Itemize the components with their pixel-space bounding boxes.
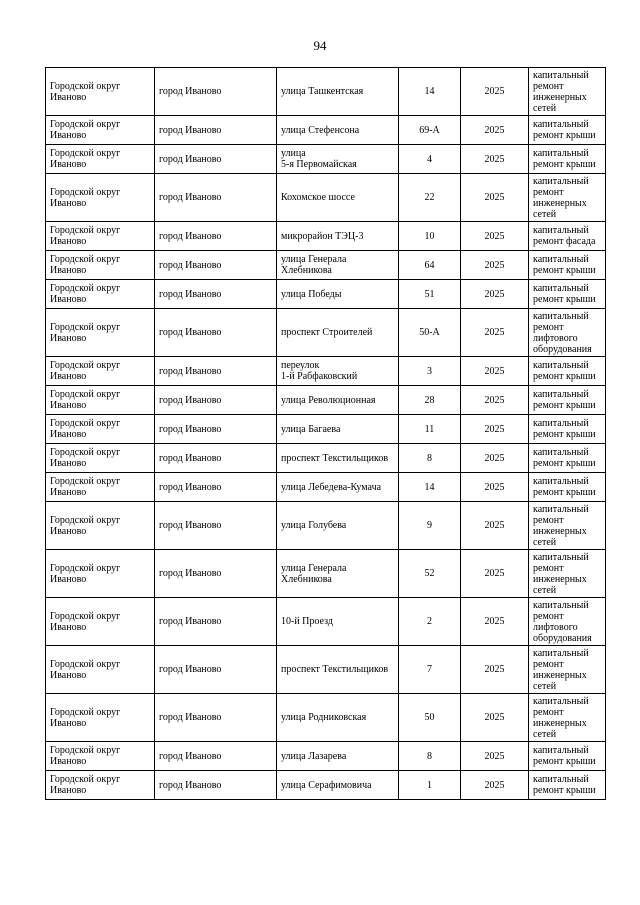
cell-municipality: Городской округ Иваново bbox=[46, 502, 155, 550]
cell-municipality: Городской округ Иваново bbox=[46, 145, 155, 174]
cell-house-number: 28 bbox=[399, 386, 461, 415]
table-row bbox=[46, 309, 606, 357]
cell-municipality: Городской округ Иваново bbox=[46, 550, 155, 598]
cell-year: 2025 bbox=[461, 116, 529, 145]
cell-settlement: город Иваново bbox=[155, 502, 277, 550]
cell-house-number: 22 bbox=[399, 174, 461, 222]
cell-municipality: Городской округ Иваново bbox=[46, 386, 155, 415]
cell-settlement: город Иваново bbox=[155, 473, 277, 502]
cell-municipality: Городской округ Иваново bbox=[46, 694, 155, 742]
cell-year: 2025 bbox=[461, 444, 529, 473]
table-row bbox=[46, 415, 606, 444]
cell-year: 2025 bbox=[461, 694, 529, 742]
cell-house-number: 8 bbox=[399, 444, 461, 473]
table-row bbox=[46, 646, 606, 694]
cell-street: переулок 1-й Рабфаковский bbox=[277, 357, 399, 386]
cell-municipality: Городской округ Иваново bbox=[46, 174, 155, 222]
cell-work-type: капитальный ремонт крыши bbox=[529, 473, 606, 502]
cell-house-number: 9 bbox=[399, 502, 461, 550]
cell-municipality: Городской округ Иваново bbox=[46, 473, 155, 502]
cell-settlement: город Иваново bbox=[155, 771, 277, 800]
cell-settlement: город Иваново bbox=[155, 222, 277, 251]
cell-year: 2025 bbox=[461, 68, 529, 116]
cell-work-type: капитальный ремонт инженерных сетей bbox=[529, 646, 606, 694]
repair-schedule-table bbox=[45, 67, 606, 800]
cell-work-type: капитальный ремонт лифтового оборудования bbox=[529, 309, 606, 357]
table-row bbox=[46, 280, 606, 309]
cell-municipality: Городской округ Иваново bbox=[46, 771, 155, 800]
table-row bbox=[46, 598, 606, 646]
cell-street: улица 5-я Первомайская bbox=[277, 145, 399, 174]
cell-street: улица Генерала Хлебникова bbox=[277, 550, 399, 598]
cell-settlement: город Иваново bbox=[155, 357, 277, 386]
cell-settlement: город Иваново bbox=[155, 280, 277, 309]
table-row bbox=[46, 68, 606, 116]
cell-work-type: капитальный ремонт инженерных сетей bbox=[529, 550, 606, 598]
cell-year: 2025 bbox=[461, 357, 529, 386]
cell-work-type: капитальный ремонт инженерных сетей bbox=[529, 694, 606, 742]
cell-street: улица Генерала Хлебникова bbox=[277, 251, 399, 280]
table-row bbox=[46, 116, 606, 145]
cell-municipality: Городской округ Иваново bbox=[46, 309, 155, 357]
cell-settlement: город Иваново bbox=[155, 646, 277, 694]
cell-work-type: капитальный ремонт крыши bbox=[529, 280, 606, 309]
cell-year: 2025 bbox=[461, 280, 529, 309]
cell-street: улица Ташкентская bbox=[277, 68, 399, 116]
cell-settlement: город Иваново bbox=[155, 116, 277, 145]
cell-year: 2025 bbox=[461, 742, 529, 771]
cell-year: 2025 bbox=[461, 386, 529, 415]
table-row bbox=[46, 473, 606, 502]
page-number: 94 bbox=[313, 38, 327, 53]
cell-municipality: Городской округ Иваново bbox=[46, 251, 155, 280]
table-row bbox=[46, 222, 606, 251]
cell-house-number: 3 bbox=[399, 357, 461, 386]
cell-settlement: город Иваново bbox=[155, 444, 277, 473]
cell-municipality: Городской округ Иваново bbox=[46, 444, 155, 473]
table-row bbox=[46, 174, 606, 222]
cell-year: 2025 bbox=[461, 473, 529, 502]
cell-settlement: город Иваново bbox=[155, 598, 277, 646]
table-row bbox=[46, 502, 606, 550]
cell-year: 2025 bbox=[461, 771, 529, 800]
cell-street: улица Революционная bbox=[277, 386, 399, 415]
cell-street: улица Лебедева-Кумача bbox=[277, 473, 399, 502]
cell-settlement: город Иваново bbox=[155, 415, 277, 444]
cell-street: улица Багаева bbox=[277, 415, 399, 444]
cell-year: 2025 bbox=[461, 145, 529, 174]
cell-work-type: капитальный ремонт крыши bbox=[529, 116, 606, 145]
cell-street: улица Родниковская bbox=[277, 694, 399, 742]
cell-work-type: капитальный ремонт крыши bbox=[529, 444, 606, 473]
cell-municipality: Городской округ Иваново bbox=[46, 116, 155, 145]
table-body bbox=[46, 68, 606, 800]
cell-house-number: 10 bbox=[399, 222, 461, 251]
cell-work-type: капитальный ремонт крыши bbox=[529, 251, 606, 280]
cell-year: 2025 bbox=[461, 550, 529, 598]
cell-settlement: город Иваново bbox=[155, 742, 277, 771]
cell-year: 2025 bbox=[461, 174, 529, 222]
cell-year: 2025 bbox=[461, 309, 529, 357]
cell-settlement: город Иваново bbox=[155, 550, 277, 598]
cell-street: проспект Текстильщиков bbox=[277, 646, 399, 694]
cell-house-number: 50 bbox=[399, 694, 461, 742]
cell-work-type: капитальный ремонт инженерных сетей bbox=[529, 68, 606, 116]
cell-year: 2025 bbox=[461, 415, 529, 444]
cell-work-type: капитальный ремонт инженерных сетей bbox=[529, 174, 606, 222]
table-row bbox=[46, 771, 606, 800]
cell-settlement: город Иваново bbox=[155, 174, 277, 222]
cell-municipality: Городской округ Иваново bbox=[46, 222, 155, 251]
cell-street: проспект Текстильщиков bbox=[277, 444, 399, 473]
cell-house-number: 7 bbox=[399, 646, 461, 694]
cell-work-type: капитальный ремонт крыши bbox=[529, 145, 606, 174]
cell-street: Кохомское шоссе bbox=[277, 174, 399, 222]
table-row bbox=[46, 357, 606, 386]
cell-settlement: город Иваново bbox=[155, 251, 277, 280]
cell-house-number: 51 bbox=[399, 280, 461, 309]
cell-settlement: город Иваново bbox=[155, 145, 277, 174]
cell-year: 2025 bbox=[461, 646, 529, 694]
cell-work-type: капитальный ремонт инженерных сетей bbox=[529, 502, 606, 550]
cell-house-number: 64 bbox=[399, 251, 461, 280]
cell-municipality: Городской округ Иваново bbox=[46, 68, 155, 116]
cell-street: улица Лазарева bbox=[277, 742, 399, 771]
table-row bbox=[46, 444, 606, 473]
cell-street: 10-й Проезд bbox=[277, 598, 399, 646]
cell-work-type: капитальный ремонт крыши bbox=[529, 771, 606, 800]
cell-settlement: город Иваново bbox=[155, 309, 277, 357]
cell-municipality: Городской округ Иваново bbox=[46, 742, 155, 771]
cell-street: проспект Строителей bbox=[277, 309, 399, 357]
cell-house-number: 2 bbox=[399, 598, 461, 646]
cell-street: улица Стефенсона bbox=[277, 116, 399, 145]
cell-work-type: капитальный ремонт лифтового оборудования bbox=[529, 598, 606, 646]
cell-work-type: капитальный ремонт крыши bbox=[529, 742, 606, 771]
cell-municipality: Городской округ Иваново bbox=[46, 357, 155, 386]
cell-work-type: капитальный ремонт фасада bbox=[529, 222, 606, 251]
cell-house-number: 8 bbox=[399, 742, 461, 771]
cell-year: 2025 bbox=[461, 222, 529, 251]
cell-house-number: 50-А bbox=[399, 309, 461, 357]
cell-house-number: 69-А bbox=[399, 116, 461, 145]
cell-municipality: Городской округ Иваново bbox=[46, 646, 155, 694]
table-row bbox=[46, 251, 606, 280]
cell-house-number: 52 bbox=[399, 550, 461, 598]
cell-year: 2025 bbox=[461, 502, 529, 550]
cell-settlement: город Иваново bbox=[155, 68, 277, 116]
cell-work-type: капитальный ремонт крыши bbox=[529, 415, 606, 444]
cell-house-number: 11 bbox=[399, 415, 461, 444]
cell-settlement: город Иваново bbox=[155, 386, 277, 415]
table-row bbox=[46, 386, 606, 415]
cell-municipality: Городской округ Иваново bbox=[46, 280, 155, 309]
cell-street: микрорайон ТЭЦ-3 bbox=[277, 222, 399, 251]
cell-street: улица Голубева bbox=[277, 502, 399, 550]
table-row bbox=[46, 742, 606, 771]
cell-street: улица Серафимовича bbox=[277, 771, 399, 800]
cell-house-number: 14 bbox=[399, 68, 461, 116]
cell-house-number: 1 bbox=[399, 771, 461, 800]
table-row bbox=[46, 145, 606, 174]
cell-municipality: Городской округ Иваново bbox=[46, 598, 155, 646]
cell-street: улица Победы bbox=[277, 280, 399, 309]
table-row bbox=[46, 550, 606, 598]
cell-work-type: капитальный ремонт крыши bbox=[529, 386, 606, 415]
cell-year: 2025 bbox=[461, 251, 529, 280]
table-row bbox=[46, 694, 606, 742]
cell-settlement: город Иваново bbox=[155, 694, 277, 742]
cell-work-type: капитальный ремонт крыши bbox=[529, 357, 606, 386]
cell-year: 2025 bbox=[461, 598, 529, 646]
cell-house-number: 14 bbox=[399, 473, 461, 502]
cell-municipality: Городской округ Иваново bbox=[46, 415, 155, 444]
cell-house-number: 4 bbox=[399, 145, 461, 174]
